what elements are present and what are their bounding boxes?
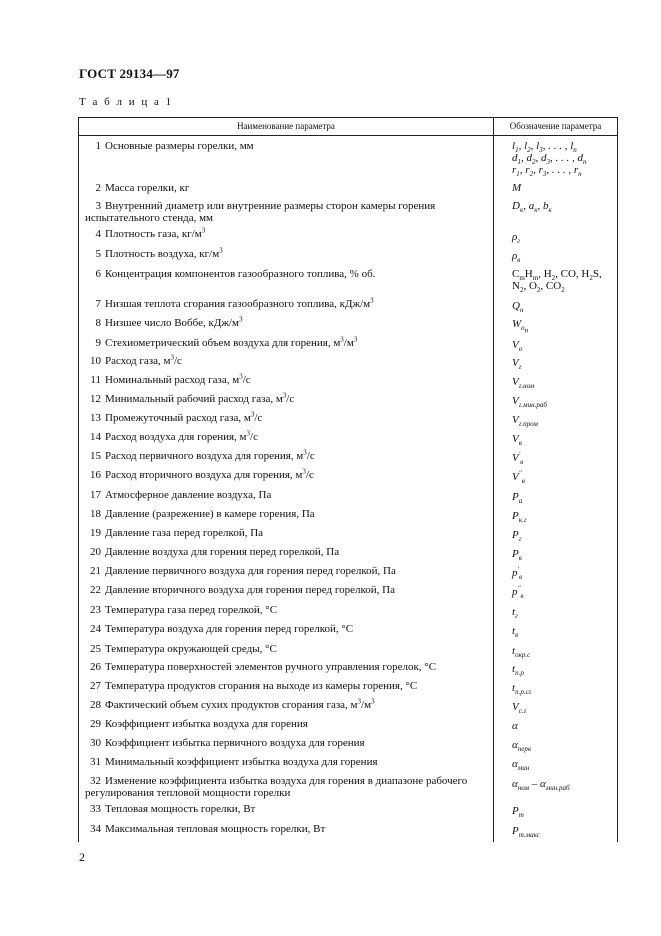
parameter-text: Внутренний диаметр или внутренние размеры сторон камеры горения испытательного стенда, мм [85,200,436,224]
row-number: 14 [90,431,101,443]
parameter-symbol: $C_mH_m$, $H_2$, CO, $H_2S$, $N_2$, $O_2$, $CO_2$ [512,268,602,295]
parameter-symbol: $\alpha_{мин}$ [512,758,530,773]
row-number: 12 [90,393,101,405]
parameter-text: Номинальный расход газа, $м^3/с$ [105,372,251,386]
parameter-name [85,489,487,501]
parameter-name [85,643,487,655]
parameter-symbol: $V'_в$ [512,450,524,467]
row-number: 7 [95,298,101,310]
parameter-name [85,393,487,405]
parameter-symbol: $P_в$ [512,548,522,563]
parameter-symbol: $V''_в$ [512,469,525,486]
row-number: 16 [90,469,101,481]
parameter-symbol: $V_{г.пром}$ [512,414,538,429]
parameter-text: Расход воздуха для горения, $м^3/с$ [105,429,258,443]
parameter-name [85,546,487,558]
parameter-text: Давление вторичного воздуха для горения перед горелкой, Па [105,584,395,596]
row-number: 25 [90,643,101,655]
parameter-text: Давление (разрежение) в камере горения, Па [105,508,315,520]
row-number: 20 [90,546,101,558]
parameter-symbol: $\alpha_{перв}$ [512,739,531,754]
row-number: 5 [95,248,101,260]
parameter-text: Минимальный коэффициент избытка воздуха для горения [105,756,378,768]
parameter-name [85,718,487,730]
parameter-name [85,374,487,386]
parameter-symbol: $W_{о_н}$ [512,318,529,335]
row-number: 13 [90,412,101,424]
row-number: 28 [90,699,101,711]
row-number: 27 [90,680,101,692]
row-number: 24 [90,623,101,635]
parameter-symbol: $p''_в$ [512,584,524,601]
row-number: 2 [95,182,101,194]
column-header-symbol: Обозначение параметра [509,121,602,131]
parameter-text: Расход газа, $м^3/с$ [105,353,182,367]
parameter-symbol: $t_{п.р}$ [512,663,524,678]
parameter-symbol: $V_о$ [512,339,523,354]
parameter-name [85,604,487,616]
parameter-text: Промежуточный расход газа, $м^3/с$ [105,410,263,424]
row-number: 6 [95,268,101,280]
row-number: 3 [95,200,101,212]
parameter-text: Концентрация компонентов газообразного топлива, % об. [105,268,376,280]
table-caption: Т а б л и ц а 1 [79,96,174,108]
parameter-text: Тепловая мощность горелки, Вт [105,803,256,815]
parameter-symbol: $P_{к.г}$ [512,510,527,525]
parameter-name [85,469,487,481]
parameter-name [85,317,487,329]
parameter-symbol: $Q_н$ [512,300,524,315]
row-number: 18 [90,508,101,520]
parameter-symbol: $\rho_г$ [512,231,521,246]
parameter-symbol: M [512,182,522,194]
parameter-text: Температура окружающей среды, °С [105,643,277,655]
parameter-symbol: $l_1$, $l_2$, $l_3$, . . . , $l_n$ $d_1$, $d_2$, $d_3$, . . . , $d_n$ $r_1$, $r_2$, $r_3$, . . . , $r_n$ [512,140,587,179]
parameter-symbol: $D_к$, $a_к$, $b_к$ [512,200,552,215]
parameter-name [85,431,487,443]
parameter-text: Плотность газа, $кг/м^3$ [105,226,206,240]
parameter-symbol: $V_г$ [512,357,522,372]
parameter-text: Масса горелки, кг [105,182,190,194]
table-header [79,118,617,136]
row-number: 1 [95,140,101,152]
parameter-text: Температура воздуха для горения перед горелкой, °С [105,623,354,635]
parameter-symbol: $t_{п.р.сг}$ [512,682,532,697]
parameter-symbol: $V_{г.ном}$ [512,376,535,391]
row-number: 26 [90,661,101,673]
parameters-table [78,117,618,842]
parameter-name [85,182,487,194]
parameter-name [85,737,487,749]
parameter-text: Стехиометрический объем воздуха для горения, $м^3/м^3$ [105,335,358,349]
parameter-name [85,803,487,815]
row-number: 34 [90,823,101,835]
parameter-name [85,412,487,424]
row-number: 10 [90,355,101,367]
parameter-text: Температура поверхностей элементов ручного управления горелок, °С [105,661,437,673]
parameter-name [85,699,487,711]
parameter-name [85,298,487,310]
column-divider [493,135,494,842]
parameter-text: Низшая теплота сгорания газообразного топлива, кДж/$м^3$ [105,296,374,310]
parameter-symbol: $P_г$ [512,529,522,544]
parameter-text: Расход первичного воздуха для горения, $м^3/с$ [105,448,315,462]
parameter-symbol: α [512,720,518,732]
row-number: 29 [90,718,101,730]
parameter-symbol: $V_в$ [512,433,522,448]
parameter-text: Плотность воздуха, $кг/м^3$ [105,246,223,260]
parameter-symbol: $t_г$ [512,606,518,621]
row-number: 8 [95,317,101,329]
page-number: 2 [79,850,85,864]
parameter-text: Атмосферное давление воздуха, Па [105,489,272,501]
parameter-text: Давление воздуха для горения перед горелкой, Па [105,546,340,558]
parameter-symbol: $t_{окр.с}$ [512,645,531,660]
row-number: 33 [90,803,101,815]
parameter-text: Изменение коэффициента избытка воздуха для горения в диапазоне рабочего регулирования тепловой мощности горелки [85,775,468,799]
parameter-name [85,756,487,768]
parameter-name [85,584,487,596]
row-number: 23 [90,604,101,616]
row-number: 21 [90,565,101,577]
parameter-name [85,355,487,367]
parameter-symbol: $P_{т.макс}$ [512,825,540,840]
parameter-symbol: $V_{с.г}$ [512,701,527,716]
parameter-text: Давление первичного воздуха для горения перед горелкой, Па [105,565,396,577]
parameter-name [85,565,487,577]
parameter-text: Температура газа перед горелкой, °С [105,604,278,616]
parameter-symbol: $p'_в$ [512,565,523,582]
parameter-name [85,268,487,280]
row-number: 32 [90,775,101,787]
parameter-text: Коэффициент избытка первичного воздуха для горения [105,737,365,749]
parameter-symbol: $\alpha_{ном} - \alpha_{мин.раб}$ [512,778,570,793]
parameter-name [85,200,487,224]
parameter-text: Максимальная тепловая мощность горелки, Вт [105,823,326,835]
parameter-text: Минимальный рабочий расход газа, $м^3/с$ [105,391,295,405]
row-number: 15 [90,450,101,462]
parameter-text: Фактический объем сухих продуктов сгорания газа, $м^3/м^3$ [105,697,375,711]
parameter-symbol: $P_а$ [512,491,523,506]
parameter-text: Коэффициент избытка воздуха для горения [105,718,308,730]
column-header-name: Наименование параметра [79,118,494,135]
parameter-text: Низшее число Воббе, кДж/$м^3$ [105,315,243,329]
parameter-name [85,228,487,240]
row-number: 30 [90,737,101,749]
row-number: 4 [95,228,101,240]
parameter-name [85,450,487,462]
parameter-symbol: $\rho_в$ [512,250,521,265]
parameter-name [85,527,487,539]
parameter-text: Давление газа перед горелкой, Па [105,527,264,539]
parameter-symbol: $t_в$ [512,625,519,640]
document-header: ГОСТ 29134—97 [79,66,180,81]
parameter-symbol: $V_{г.мин.раб}$ [512,395,547,410]
row-number: 31 [90,756,101,768]
parameter-text: Основные размеры горелки, мм [105,140,254,152]
row-number: 22 [90,584,101,596]
parameter-name [85,775,487,799]
row-number: 19 [90,527,101,539]
parameter-name [85,508,487,520]
row-number: 11 [90,374,101,386]
parameter-name [85,140,487,152]
row-number: 9 [95,337,101,349]
parameter-name [85,680,487,692]
parameter-name [85,248,487,260]
parameter-name [85,823,487,835]
parameter-text: Температура продуктов сгорания на выходе из камеры горения, °С [105,680,418,692]
parameter-name [85,661,487,673]
parameter-name [85,337,487,349]
parameter-text: Расход вторичного воздуха для горения, $м^3/с$ [105,467,314,481]
parameter-name [85,623,487,635]
row-number: 17 [90,489,101,501]
parameter-symbol: $P_т$ [512,805,524,820]
